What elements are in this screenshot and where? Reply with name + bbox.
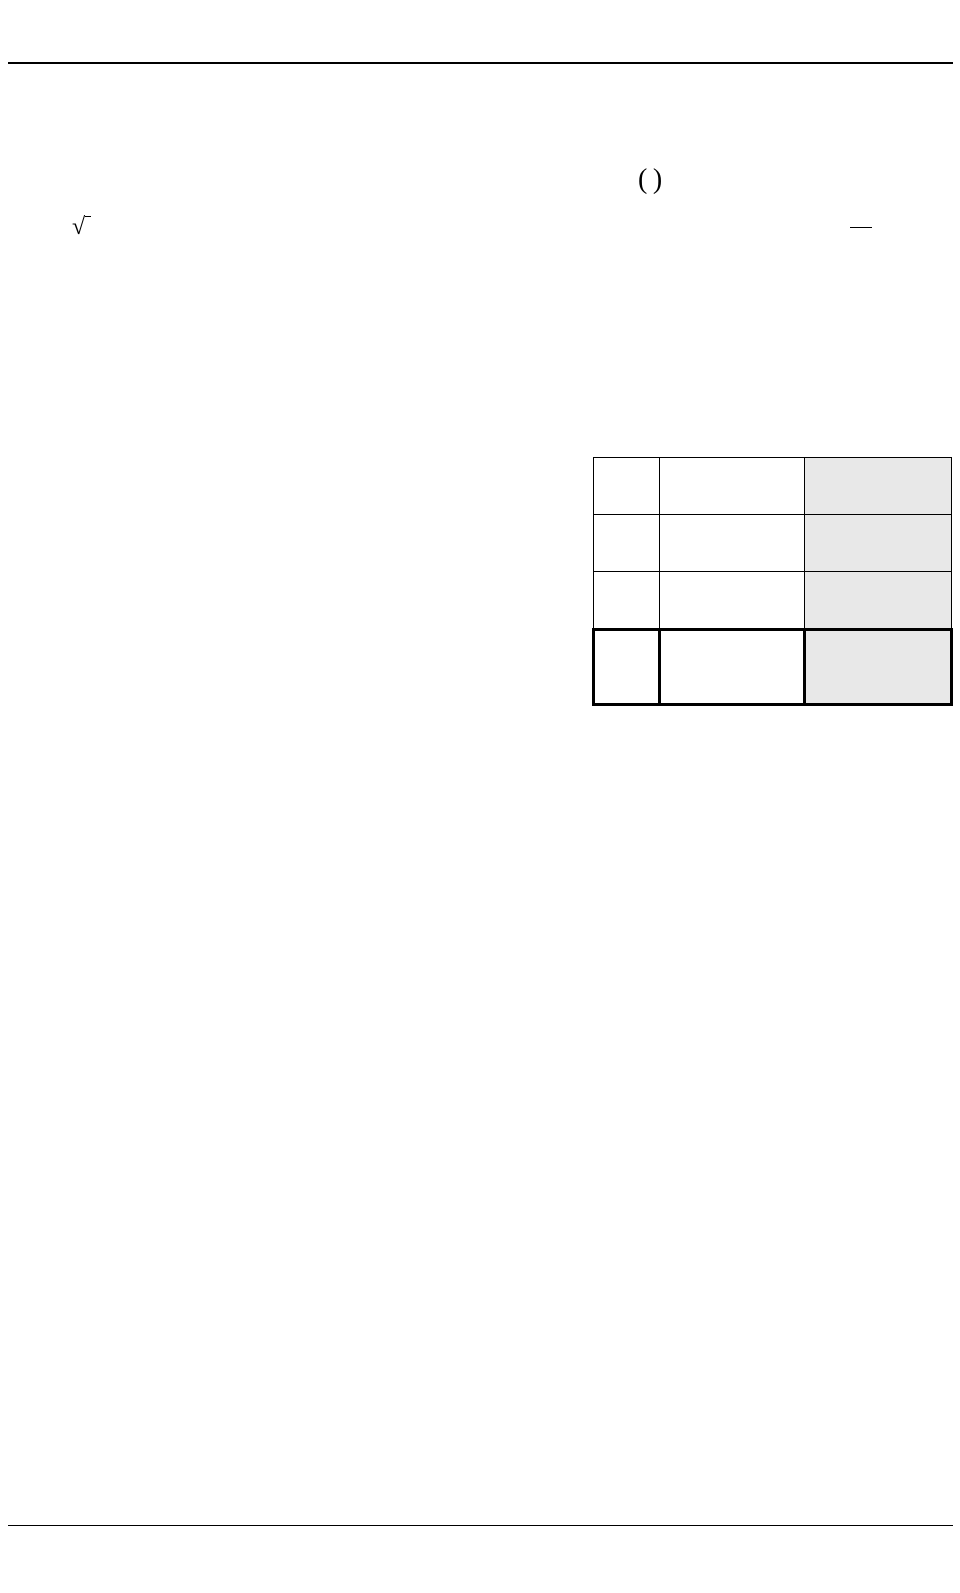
score-entry-cell[interactable]	[805, 458, 952, 515]
score-points	[660, 515, 805, 572]
score-points	[660, 458, 805, 515]
score-entry-cell[interactable]	[805, 515, 952, 572]
score-row-total	[594, 630, 952, 705]
point-c: ( )	[638, 164, 663, 195]
score-label	[594, 572, 660, 630]
parabola-formula	[800, 200, 940, 260]
score-entry-cell[interactable]	[805, 572, 952, 630]
score-row-c	[594, 572, 952, 630]
score-row-a	[594, 458, 952, 515]
header-divider	[8, 62, 953, 64]
sqrt-value	[85, 216, 91, 239]
score-label	[594, 458, 660, 515]
score-entry-cell[interactable]	[805, 630, 952, 705]
score-points	[660, 572, 805, 630]
footer-divider	[8, 1525, 953, 1526]
score-label	[594, 515, 660, 572]
sqrt-expression: √	[72, 214, 91, 241]
score-row-b	[594, 515, 952, 572]
score-table	[592, 457, 953, 706]
score-label	[594, 630, 660, 705]
fraction-bar	[850, 227, 872, 228]
score-points	[660, 630, 805, 705]
